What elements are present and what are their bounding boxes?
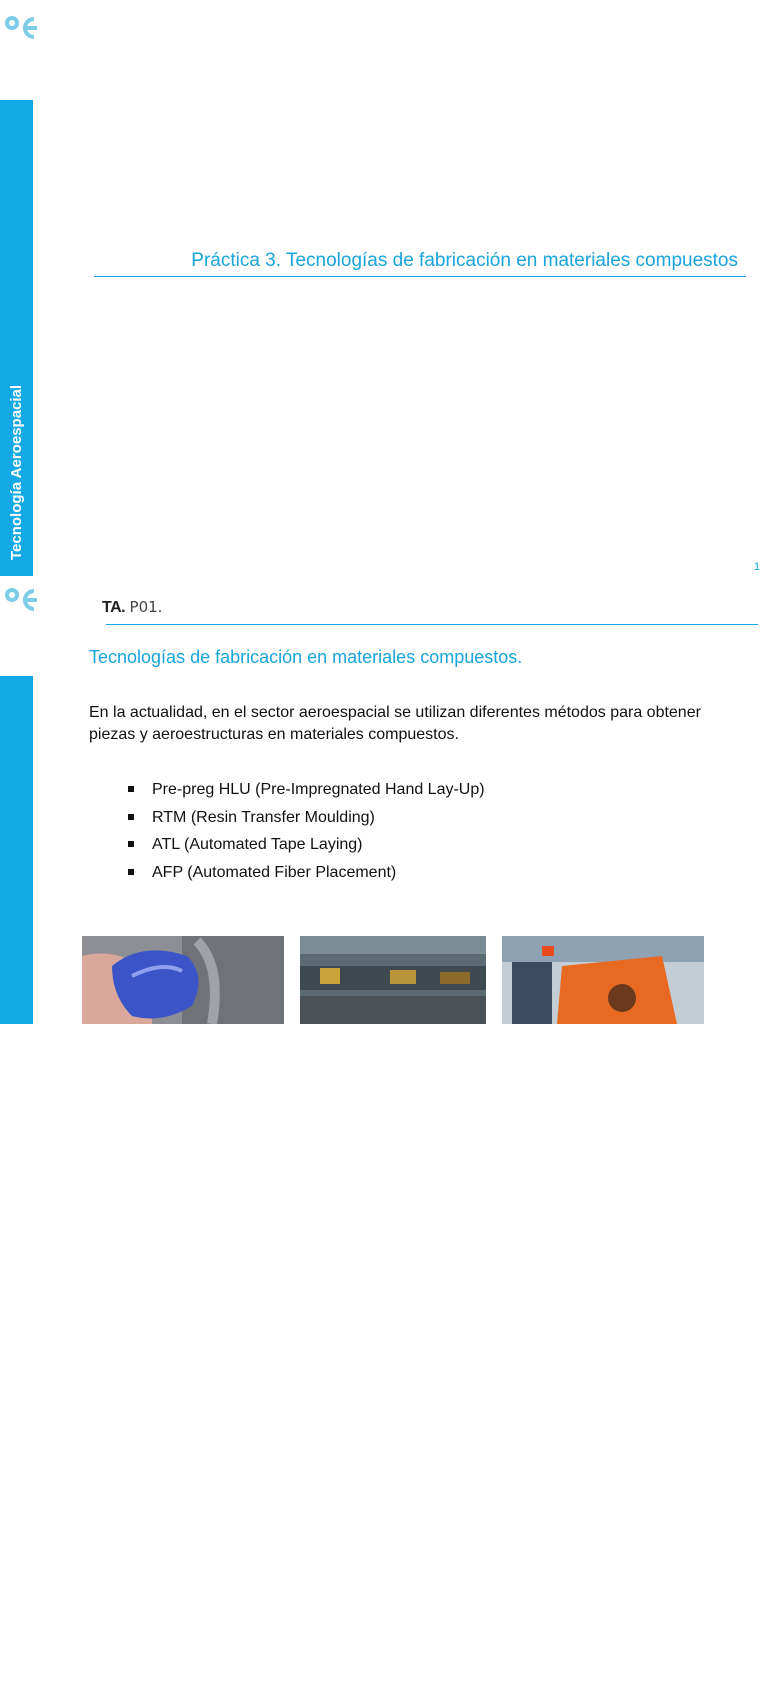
intro-paragraph: En la actualidad, en el sector aeroespacial se utilizan diferentes métodos para obtener piezas y aeroestructuras en materiales compuestos. [89,704,701,743]
logo-icon [4,14,40,42]
section-title: Tecnologías de fabricación en materiales compuestos. [89,647,523,667]
hand-layup-photo [82,936,284,1024]
list-item: ATL (Automated Tape Laying) [128,834,485,862]
header-code: P01. [129,598,163,616]
sidebar-label: oespacial [8,1631,25,1700]
header-prefix: TA. [102,599,126,616]
sidebar-band [0,100,33,576]
logo-icon [4,586,40,614]
method-list [128,779,485,889]
sidebar-band [0,676,33,1700]
sidebar-label: Tecnología Aeroespacial [8,384,25,560]
page-title: Práctica 3. Tecnologías de fabricación en materiales compuestos [191,250,738,271]
list-item: RTM (Resin Transfer Moulding) [128,807,485,835]
robot-machine-photo [502,936,704,1024]
slide-header [102,598,162,617]
list-item: AFP (Automated Fiber Placement) [128,862,485,890]
header-underline [106,624,758,625]
title-underline [94,276,746,277]
list-item: Pre-preg HLU (Pre-Impregnated Hand Lay-Up) [128,779,485,807]
factory-line-photo [300,936,486,1024]
page-number: 1 [754,561,761,573]
